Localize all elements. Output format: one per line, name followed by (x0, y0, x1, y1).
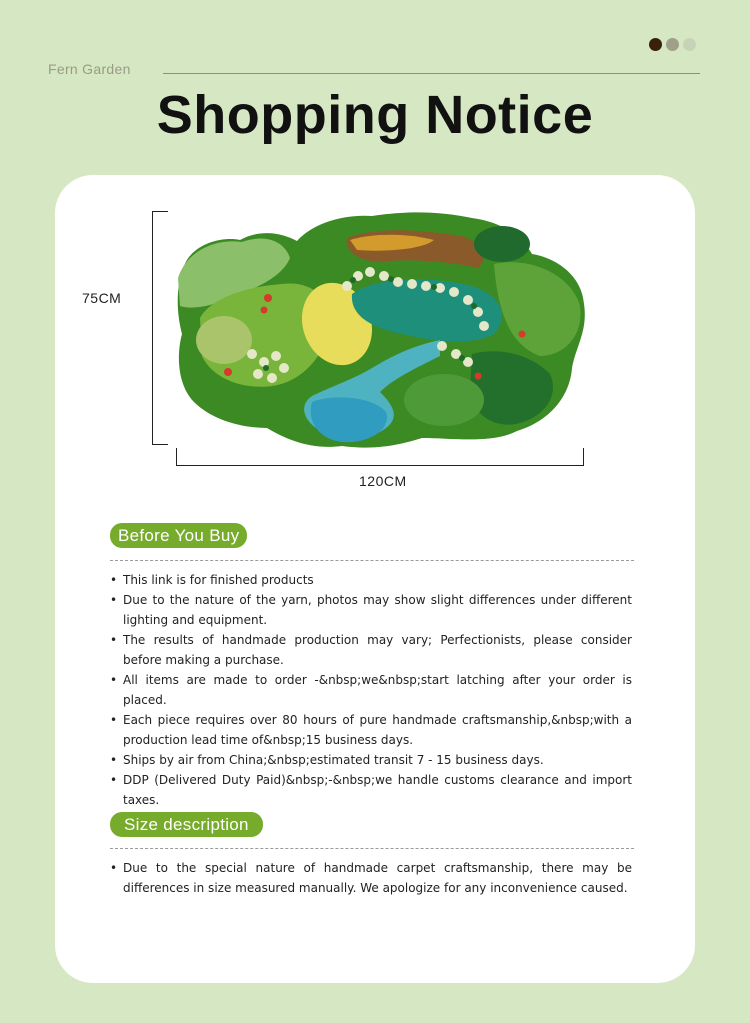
rug-image (172, 206, 592, 454)
section-divider (110, 560, 634, 561)
before-you-buy-heading: Before You Buy (110, 523, 247, 548)
size-description-heading: Size description (110, 812, 263, 837)
list-item: • This link is for finished products (110, 570, 632, 590)
dot-1 (649, 38, 662, 51)
height-dimension-bracket (152, 211, 168, 445)
height-label: 75CM (82, 290, 122, 306)
before-you-buy-list (110, 570, 632, 810)
list-item: • Due to the nature of the yarn, photos may show slight differences under different lighting and equipment. (110, 590, 632, 630)
section-divider (110, 848, 634, 849)
header-divider (163, 73, 700, 74)
dot-3 (683, 38, 696, 51)
width-label: 120CM (359, 473, 407, 489)
width-dimension-bracket (176, 448, 584, 466)
list-item: • The results of handmade production may vary; Perfectionists, please consider before making a purchase. (110, 630, 632, 670)
brand-name: Fern Garden (48, 61, 131, 77)
list-item: • Due to the special nature of handmade carpet craftsmanship, there may be differences in size measured manually. We apologize for any inconvenience caused. (110, 858, 632, 898)
list-item: • Each piece requires over 80 hours of pure handmade craftsmanship,&nbsp;with a production lead time of&nbsp;15 business days. (110, 710, 632, 750)
pagination-dots (649, 38, 696, 51)
page-title: Shopping Notice (156, 85, 594, 145)
dot-2 (666, 38, 679, 51)
list-item: • Ships by air from China;&nbsp;estimated transit 7 - 15 business days. (110, 750, 632, 770)
size-description-list (110, 858, 632, 898)
list-item: • All items are made to order -&nbsp;we&nbsp;start latching after your order is placed. (110, 670, 632, 710)
list-item: • DDP (Delivered Duty Paid)&nbsp;-&nbsp;we handle customs clearance and import taxes. (110, 770, 632, 810)
